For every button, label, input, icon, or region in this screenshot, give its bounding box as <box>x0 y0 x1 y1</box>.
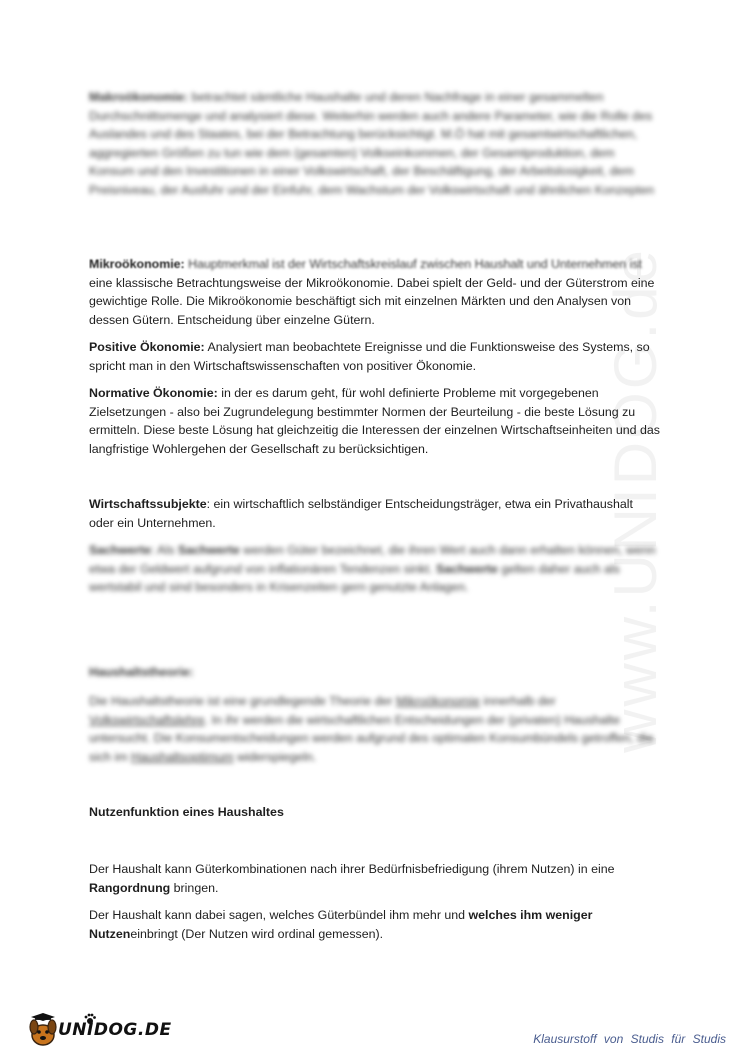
text-mikrooekonomie-line1: Hauptmerkmal ist der Wirtschaftskreislauf zwischen Haushalt und Unternehmen ist <box>184 257 642 271</box>
text-haushaltstheorie-a: Die Haushaltstheorie ist eine grundlegende Theorie der <box>89 694 396 708</box>
text-makrooekonomie: betrachtet sämtliche Haushalte und deren Nachfrage in einer gesammelten Durchschnittsmenge und analysiert diese. Weiterhin werden auch andere Parameter, wie die Rolle des Auslandes und des Staates, bei der Betrachtung berücksichtigt. M.Ö hat mit gesamtwirtschaftlichen, aggregierten Größen zu tun wie dem (gesamten) Volkseinkommen, der Gesamtproduktion, dem Konsum und den Investitionen in einer Volkswirtschaft, der Beschäftigung, der Arbeitslosigkeit, dem Preisniveau, der Ausfuhr und der Einfuhr, dem Wachstum der Volkswirtschaft und ähnlichen Konzepten <box>89 90 655 197</box>
text-wirtschaftssubjekte: : ein wirtschaftlich selbständiger Entscheidungsträger, etwa ein Privathaushalt oder ein Unternehmen. <box>89 497 633 530</box>
term-normative-oekonomie: Normative Ökonomie: <box>89 386 218 400</box>
paragraph-mikrooekonomie <box>89 255 661 329</box>
paragraph-normative-oekonomie <box>89 384 661 458</box>
text-sachwerte-b: werden Güter bezeichnet, die ihren Wert auch dann erhalten können, wenn etwa der Geldwert aufgrund von inflationären Tendenzen sinkt. <box>89 543 656 576</box>
link-volkswirtschaftslehre[interactable]: Volkswirtschaftslehre <box>89 712 205 727</box>
text-rangordnung-a: Der Haushalt kann Güterkombinationen nach ihrer Bedürfnisbefriedigung (ihrem Nutzen) in eine <box>89 862 615 876</box>
text-haushaltstheorie-d: widerspiegeln. <box>233 749 317 764</box>
paragraph-makrooekonomie <box>89 88 661 199</box>
watermark-text: www.UNIDOG.de <box>601 247 669 753</box>
text-rangordnung-b: bringen. <box>170 880 219 895</box>
link-haushaltsoptimum[interactable]: Haushaltsoptimum <box>131 749 234 764</box>
dog-mascot-icon <box>26 1013 60 1049</box>
term-makrooekonomie: Makroökonomie: <box>89 90 189 104</box>
paragraph-wirtschaftssubjekte <box>89 495 661 532</box>
term-sachwerte-2: Sachwerte <box>177 543 240 557</box>
paragraph-positive-oekonomie <box>89 338 661 375</box>
term-positive-oekonomie: Positive Ökonomie: <box>89 340 205 354</box>
text-normative-oekonomie: in der es darum geht, für wohl definierte Probleme mit vorgegebenen Zielsetzungen - also bei Zugrundelegung bestimmter Normen der Beurteilung - die beste Lösung zu ermitteln. Diese beste Lösung hat gleichzeitig die Interessen der einzelnen Wirtschaftseinheiten und das langfristige Wohlergehen der Gesellschaft zu berücksichtigen. <box>89 386 660 456</box>
heading-haushaltstheorie-text: Haushaltstheorie: <box>89 665 194 679</box>
logo-text: UNIDOG.DE <box>58 1020 172 1040</box>
heading-nutzenfunktion <box>89 803 661 822</box>
text-positive-oekonomie: Analysiert man beobachtete Ereignisse und die Funktionsweise des Systems, so spricht man in den Wirtschaftswissenschaften von positiver Ökonomie. <box>89 340 650 373</box>
paragraph-gueterbuendel <box>89 906 609 943</box>
footer-tagline: Klausurstoff von Studis für Studis <box>533 1032 726 1046</box>
paragraph-haushaltstheorie <box>89 692 661 766</box>
term-sachwerte-3: Sachwerte <box>435 561 498 576</box>
text-sachwerte-c: gelten daher auch als wertstabil und sind besonders in Krisenzeiten gern genutzte Anlagen. <box>89 561 620 594</box>
text-haushaltstheorie-c: . In ihr werden die wirtschaftlichen Entscheidungen der (privaten) Haushalte untersucht. Die Konsumentscheidungen werden aufgrund des optimalen Konsumbündels getroffen, die sich im <box>89 712 654 764</box>
heading-haushaltstheorie <box>89 663 661 682</box>
term-wirtschaftssubjekte: Wirtschaftssubjekte <box>89 497 207 511</box>
text-gueterbuendel-a: Der Haushalt kann dabei sagen, welches Güterbündel ihm mehr und <box>89 908 469 922</box>
text-sachwerte-a: : Als <box>150 543 178 557</box>
paragraph-rangordnung <box>89 860 619 897</box>
term-rangordnung: Rangordnung <box>89 880 171 895</box>
paragraph-sachwerte <box>89 541 661 597</box>
footer-logo[interactable] <box>26 1013 172 1049</box>
text-haushaltstheorie-b: innerhalb der <box>480 694 556 708</box>
text-gueterbuendel-b: einbringt (Der Nutzen wird ordinal gemessen). <box>130 926 384 941</box>
term-weniger-nutzen: welches ihm weniger Nutzen <box>89 908 593 941</box>
term-mikrooekonomie: Mikroökonomie: <box>89 257 185 271</box>
heading-nutzenfunktion-text: Nutzenfunktion eines Haushaltes <box>89 805 284 819</box>
text-mikrooekonomie-rest: eine klassische Betrachtungsweise der Mikroökonomie. Dabei spielt der Geld- und der Güterstrom eine gewichtige Rolle. Die Mikroökonomie beschäftigt sich mit einzelnen Märkten und den Analysen von dessen Gütern. Entscheidung über einzelne Gütern. <box>89 275 655 327</box>
term-sachwerte: Sachwerte <box>89 543 151 557</box>
link-mikrooekonomie[interactable]: Mikroökonomie <box>395 694 480 708</box>
